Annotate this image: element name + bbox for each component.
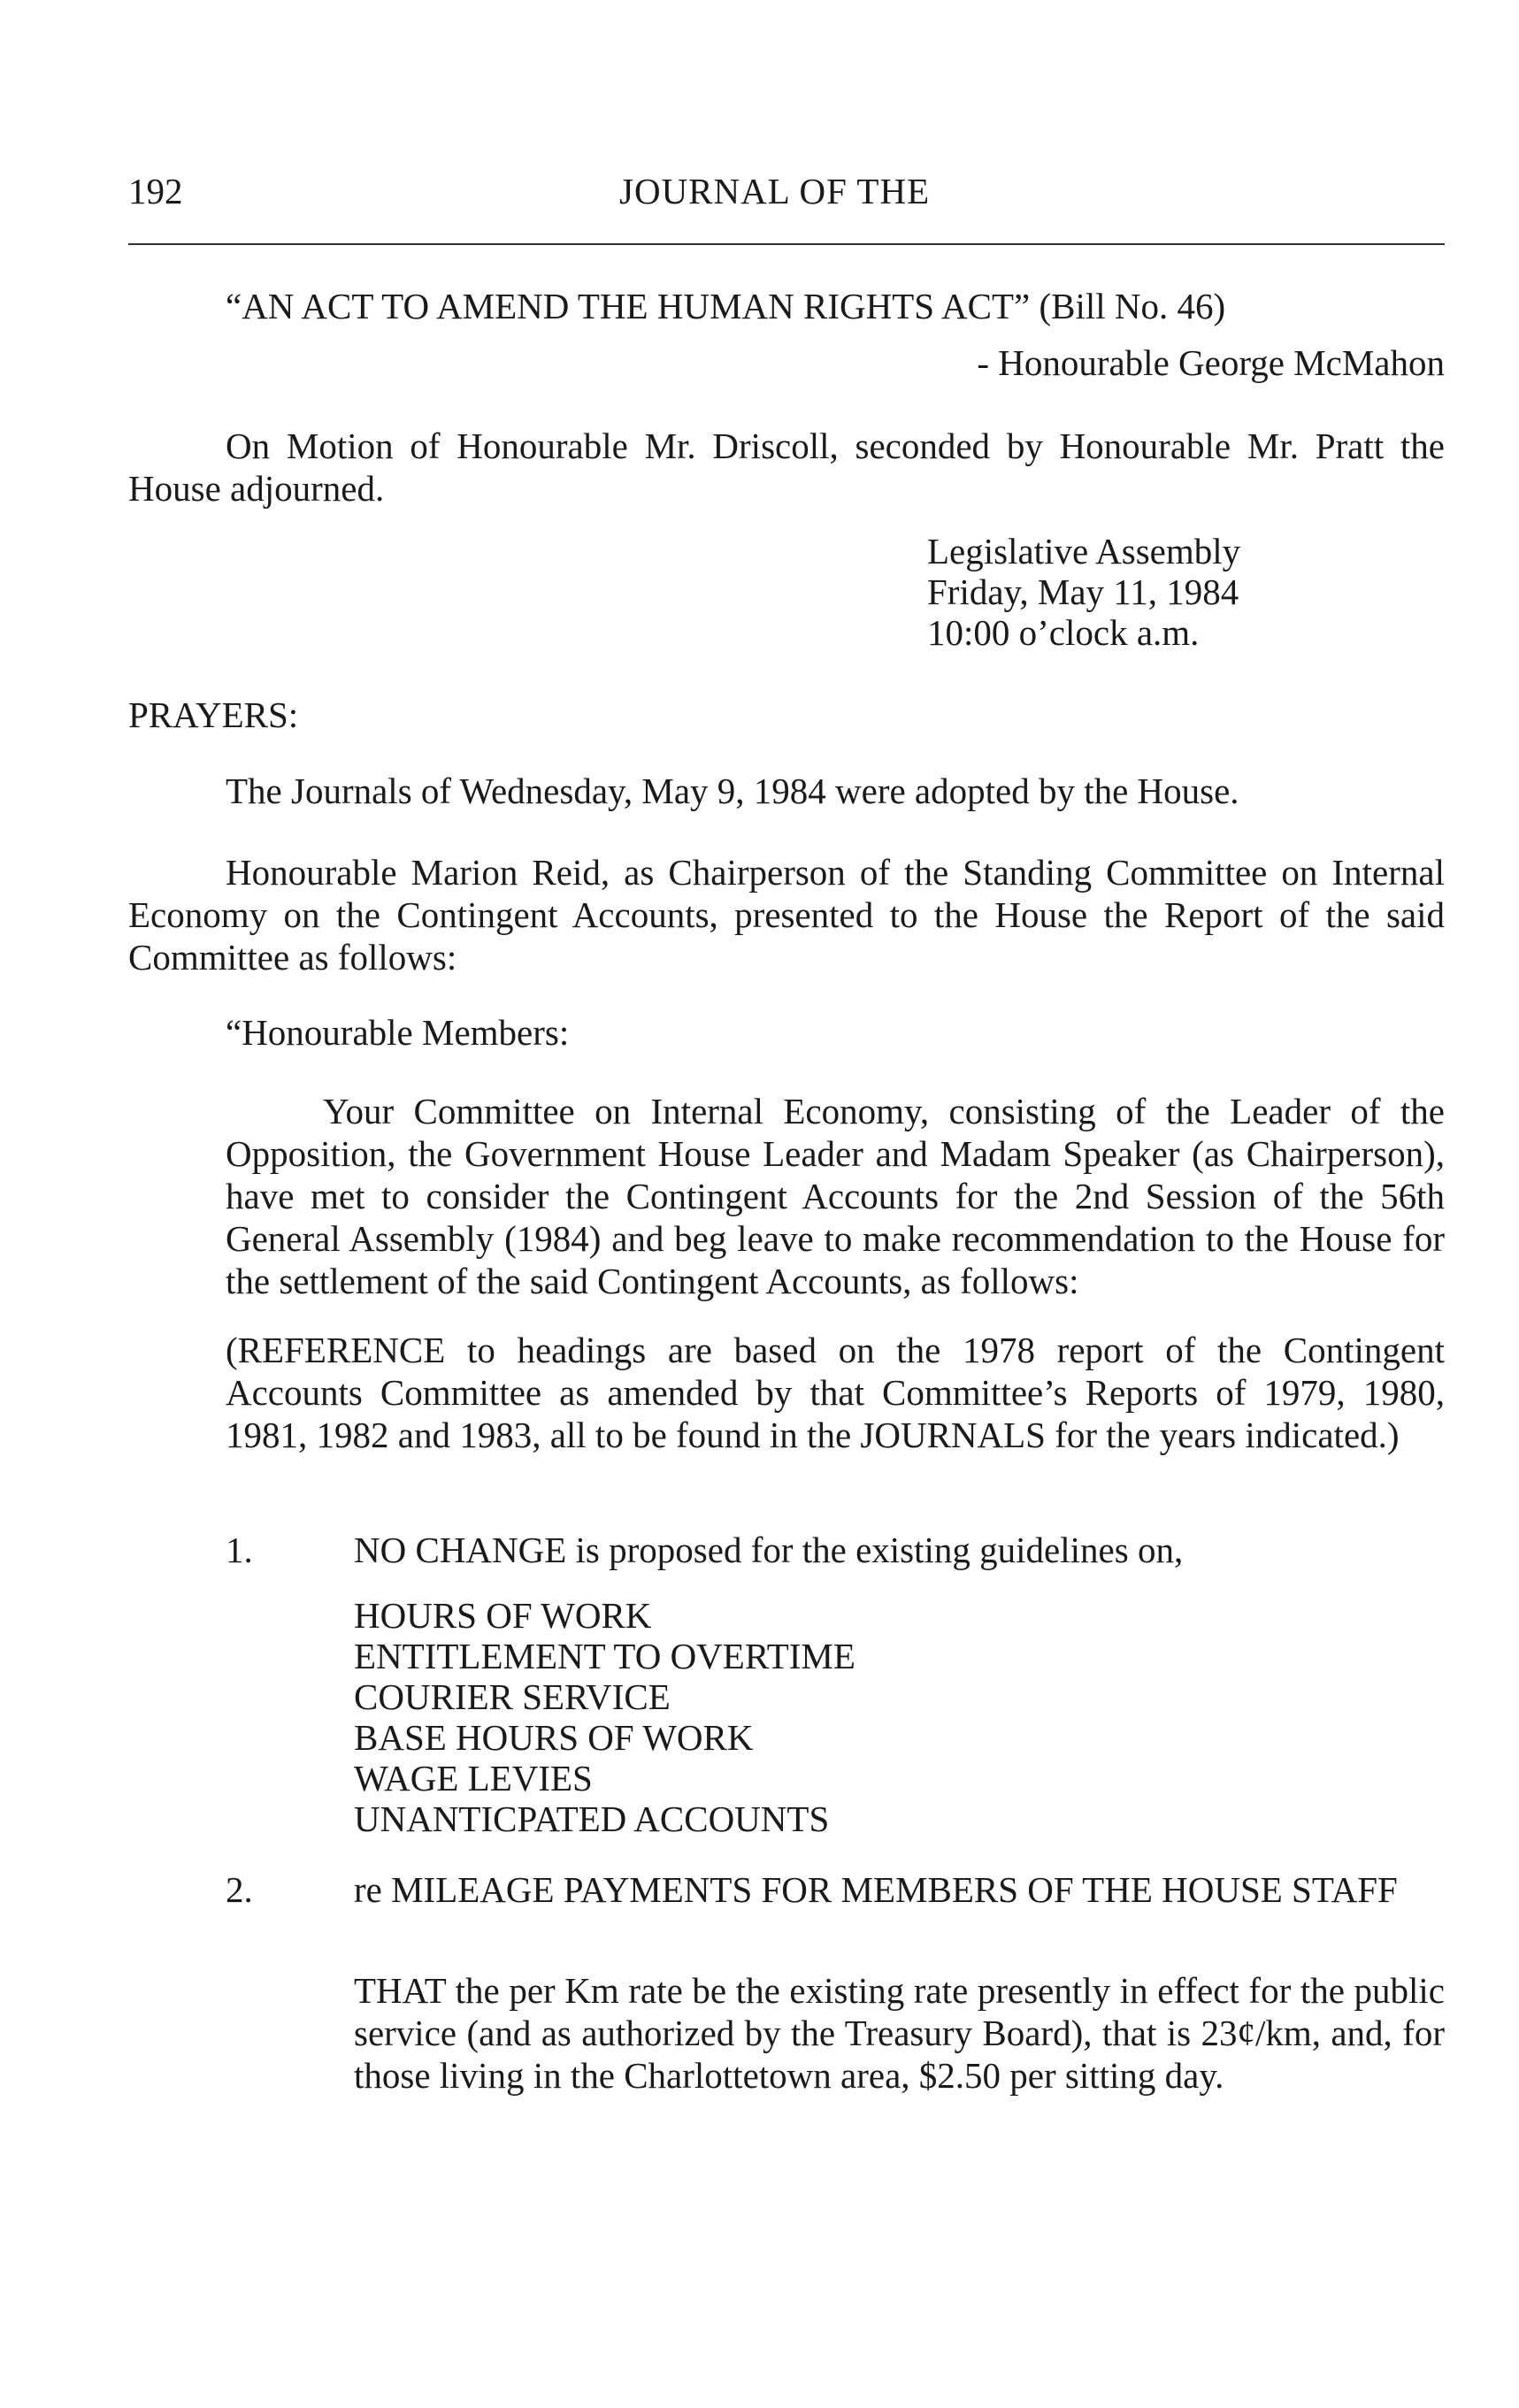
page-number: 192 xyxy=(128,171,183,211)
sitting-header xyxy=(927,531,1240,653)
report-intro-paragraph: Honourable Marion Reid, as Chairperson of the Standing Committee on Internal Economy on the Contingent Accounts, presented to the House the Report of the said Committee as follows: xyxy=(128,852,1445,978)
sitting-body: Legislative Assembly xyxy=(927,531,1241,571)
list-item: ENTITLEMENT TO OVERTIME xyxy=(354,1636,855,1676)
list-item: WAGE LEVIES xyxy=(354,1758,593,1798)
reference-paragraph: (REFERENCE to headings are based on the 1978 report of the Contingent Accounts Committee as amended by that Committee’s Reports of 1979, 1980, 1981, 1982 and 1983, all to be found in the JOURNALS for the years indicated.) xyxy=(226,1330,1445,1455)
bill-sponsor: - Honourable George McMahon xyxy=(977,342,1445,383)
item-number: 1. xyxy=(226,1530,253,1570)
list-item: COURIER SERVICE xyxy=(354,1676,671,1717)
mileage-rate-paragraph: THAT the per Km rate be the existing rate presently in effect for the public service (and as authorized by the Treasury Board), that is 23¢/km, and, for those living in the Charlottetown area, $2.50 per sitting day. xyxy=(354,1970,1445,2096)
adjournment-motion: On Motion of Honourable Mr. Driscoll, seconded by Honourable Mr. Pratt the House adjourned. xyxy=(128,426,1445,509)
committee-paragraph: Your Committee on Internal Economy, consisting of the Leader of the Opposition, the Government House Leader and Madam Speaker (as Chairperson), have met to consider the Contingent Accounts for the 2nd Session of the 56th General Assembly (1984) and beg leave to make recommendation to the House for the settlement of the said Contingent Accounts, as follows: xyxy=(226,1091,1445,1301)
list-item: HOURS OF WORK xyxy=(354,1595,652,1636)
item-number: 2. xyxy=(226,1869,253,1910)
list-item: BASE HOURS OF WORK xyxy=(354,1717,754,1758)
journals-adopted-paragraph: The Journals of Wednesday, May 9, 1984 were adopted by the House. xyxy=(226,771,1239,811)
list-item: UNANTICPATED ACCOUNTS xyxy=(354,1798,830,1839)
guideline-list xyxy=(354,1595,855,1839)
sitting-time: 10:00 o’clock a.m. xyxy=(927,612,1200,653)
running-head: JOURNAL OF THE xyxy=(619,171,931,211)
bill-title: “AN ACT TO AMEND THE HUMAN RIGHTS ACT” (Bill No. 46) xyxy=(226,286,1226,326)
item-text: re MILEAGE PAYMENTS FOR MEMBERS OF THE HOUSE STAFF xyxy=(354,1869,1398,1910)
report-greeting: “Honourable Members: xyxy=(226,1012,570,1053)
item-text: NO CHANGE is proposed for the existing guidelines on, xyxy=(354,1530,1184,1570)
prayers-heading: PRAYERS: xyxy=(128,694,299,735)
sitting-date: Friday, May 11, 1984 xyxy=(927,571,1239,612)
header-rule xyxy=(128,243,1445,245)
